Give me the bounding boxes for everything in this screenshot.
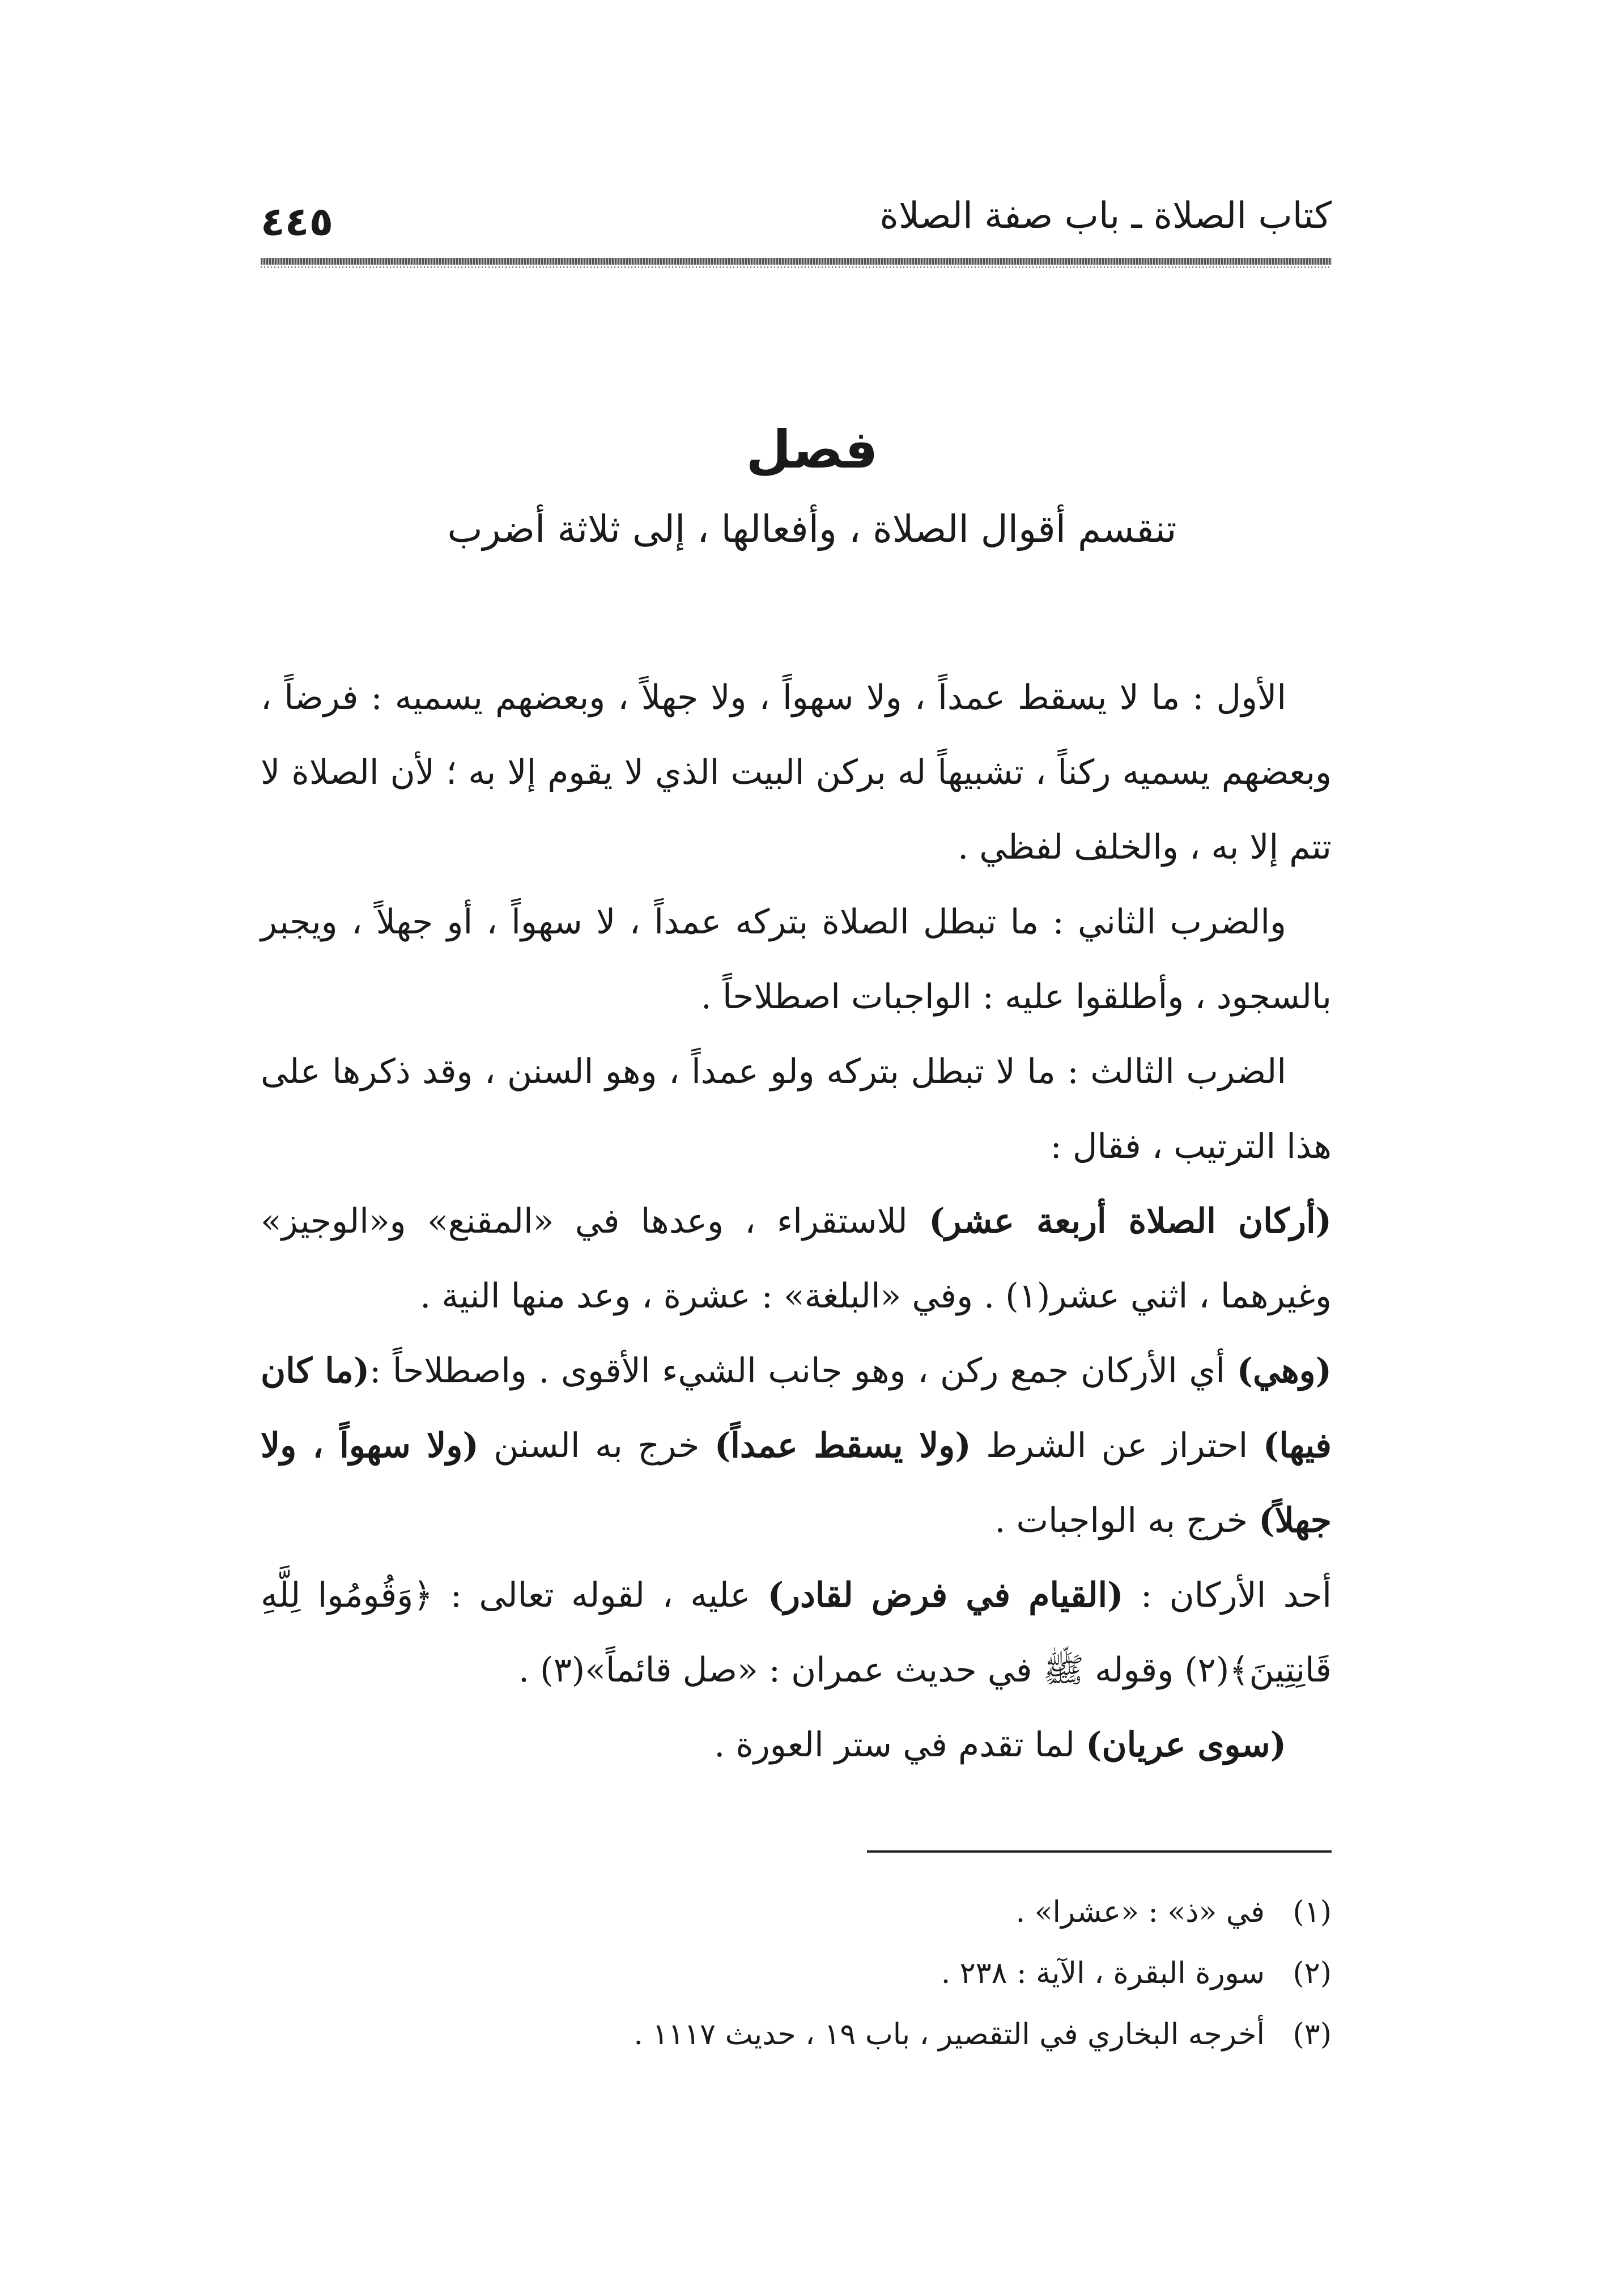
footnote-text: في «ذ» : «عشرا» .: [1015, 1895, 1265, 1929]
section-subtitle: تنقسم أقوال الصلاة ، وأفعالها ، إلى ثلاثة أضرب: [447, 507, 1177, 551]
footnote-2: [261, 1943, 1332, 2004]
body-text: [261, 660, 1332, 1782]
commentary-text: عليه ، لقوله تعالى : ﴿وَقُومُوا لِلَّهِ قَانِتِينَ﴾(٢) وقوله ﷺ في حديث عمران : «صل قائماً»(٣) .: [261, 1576, 1332, 1690]
paragraph-2: والضرب الثاني : ما تبطل الصلاة بتركه عمداً ، لا سهواً ، أو جهلاً ، ويجبر بالسجود ، وأطلقوا عليه : الواجبات اصطلاحاً .: [261, 902, 1332, 1017]
commentary-text: لما تقدم في ستر العورة .: [714, 1725, 1086, 1765]
matn-phrase: (وهي): [1236, 1351, 1332, 1391]
commentary-text: للاستقراء ، وعدها في «المقنع» و«الوجيز» وغيرهما ، اثني عشر(١) . وفي «البلغة» : عشرة ، وعد منها النية .: [261, 1201, 1332, 1316]
commentary-text: احتراز عن الشرط: [971, 1426, 1263, 1466]
footnote-1: [261, 1882, 1332, 1943]
paragraph-3: الضرب الثالث : ما لا تبطل بتركه ولو عمداً ، وهو السنن ، وقد ذكرها على هذا الترتيب ، فقال :: [261, 1052, 1332, 1166]
footnote-text: سورة البقرة ، الآية : ٢٣٨ .: [941, 1956, 1265, 1990]
section-title: فصل: [746, 419, 878, 480]
paragraph-6: [261, 1558, 1332, 1708]
footnote-separator: [867, 1850, 1332, 1853]
paragraph-5: [261, 1334, 1332, 1558]
commentary-text: خرج به السنن: [478, 1426, 715, 1466]
matn-phrase: (ولا يسقط عمداً): [714, 1426, 971, 1466]
matn-phrase: (ما كان فيها): [261, 1351, 1332, 1466]
matn-phrase: (القيام في فرض لقادر): [767, 1576, 1124, 1615]
commentary-text: أي الأركان جمع ركن ، وهو جانب الشيء الأقوى . واصطلاحاً :: [369, 1351, 1237, 1391]
commentary-text: أحد الأركان :: [1123, 1576, 1332, 1615]
matn-phrase: (أركان الصلاة أربعة عشر): [929, 1201, 1332, 1241]
commentary-text: خرج به الواجبات .: [994, 1501, 1259, 1540]
footnote-number: (٢): [1293, 1956, 1332, 1990]
paragraph-4: [261, 1184, 1332, 1334]
header-rule-thin: [261, 266, 1332, 268]
running-header: [261, 187, 1332, 249]
header-rule: [261, 258, 1332, 265]
paragraph-7: [261, 1708, 1332, 1782]
footnote-3: [261, 2004, 1332, 2065]
footnote-text: أخرجه البخاري في التقصير ، باب ١٩ ، حديث ١١١٧ .: [634, 2018, 1265, 2052]
page-number: ٤٤٥: [261, 198, 334, 245]
matn-phrase: (سوى عريان): [1086, 1725, 1286, 1765]
footnote-number: (١): [1293, 1895, 1332, 1929]
running-header-title: كتاب الصلاة ـ باب صفة الصلاة: [879, 195, 1332, 237]
footnote-number: (٣): [1293, 2018, 1332, 2052]
matn-phrase: (ولا سهواً ، ولا جهلاً): [261, 1426, 1332, 1540]
paragraph-1: الأول : ما لا يسقط عمداً ، ولا سهواً ، ولا جهلاً ، وبعضهم يسميه : فرضاً ، وبعضهم يسميه ركناً ، تشبيهاً له بركن البيت الذي لا يقوم إلا به ؛ لأن الصلاة لا تتم إلا به ، والخلف لفظي .: [261, 678, 1332, 867]
footnotes: [261, 1882, 1332, 2065]
